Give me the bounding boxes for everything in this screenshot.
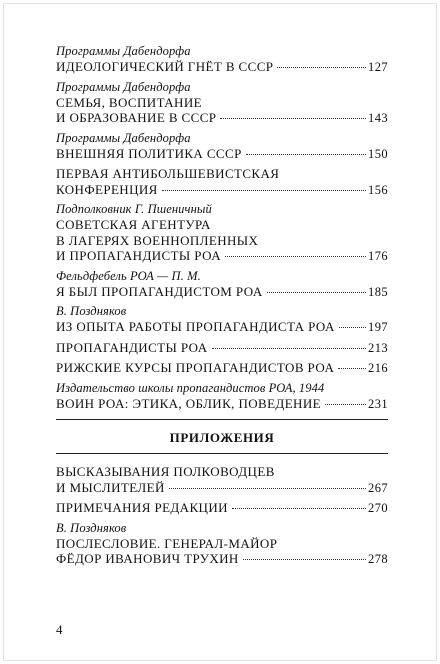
- toc-entry-title-line: [56, 480, 388, 497]
- toc-entry-title-line: [56, 110, 388, 127]
- dot-leader: [169, 487, 366, 489]
- toc-entry-title-line: [56, 95, 388, 111]
- toc-entry-page: 150: [368, 146, 388, 161]
- toc-entry-title: СОВЕТСКАЯ АГЕНТУРА: [56, 217, 211, 232]
- toc-entry-page: 267: [368, 480, 388, 495]
- toc-entry: [56, 166, 388, 198]
- toc-entry: [56, 131, 388, 163]
- toc-entry-title: И МЫСЛИТЕЛЕЙ: [56, 479, 165, 495]
- toc-entry-author: В. Поздняков: [56, 304, 127, 318]
- section-title: ПРИЛОЖЕНИЯ: [169, 430, 275, 445]
- dot-leader: [267, 291, 366, 293]
- toc-entry-page: 185: [368, 284, 388, 299]
- toc-entry-title-line: [56, 536, 388, 552]
- toc-entry: [56, 202, 388, 265]
- toc-entry-title-line: [56, 396, 388, 413]
- toc-entry: [56, 269, 388, 301]
- toc-entry-page: 197: [368, 320, 388, 334]
- section-divider: [56, 419, 388, 420]
- toc-entry-title-line: [56, 551, 388, 568]
- toc-entry-page: 231: [368, 396, 388, 411]
- toc-entry-title: ФЁДОР ИВАНОВИЧ ТРУХИН: [56, 551, 239, 566]
- toc-entry-title: ИДЕОЛОГИЧЕСКИЙ ГНЁТ В СССР: [56, 59, 274, 74]
- toc-entry: [56, 381, 388, 413]
- toc-entry-page: 143: [368, 111, 388, 125]
- table-of-contents: [56, 44, 388, 572]
- dot-leader: [277, 66, 366, 68]
- toc-entry-title: КОНФЕРЕНЦИЯ: [56, 181, 158, 197]
- toc-entry-title-line: [56, 217, 388, 233]
- toc-entry-title: Я БЫЛ ПРОПАГАНДИСТОМ РОА: [56, 283, 263, 299]
- dot-leader: [243, 558, 366, 560]
- dot-leader: [325, 403, 366, 405]
- toc-entry-page: 127: [368, 60, 388, 74]
- toc-entry-title: ВОИН РОА: ЭТИКА, ОБЛИК, ПОВЕДЕНИЕ: [56, 395, 321, 411]
- toc-entry-title: РИЖСКИЕ КУРСЫ ПРОПАГАНДИСТОВ РОА: [56, 360, 335, 375]
- toc-entry-page: 176: [368, 249, 388, 263]
- toc-entry: [56, 500, 388, 517]
- toc-entry-page: 156: [368, 182, 388, 197]
- toc-entry-title-line: [56, 233, 388, 249]
- toc-entry-title-line: [56, 182, 388, 199]
- toc-entry: [56, 521, 388, 568]
- toc-entry-title-line: [56, 319, 388, 336]
- toc-entry-author: В. Поздняков: [56, 520, 127, 535]
- toc-entry-title: И ПРОПАГАНДИСТЫ РОА: [56, 248, 222, 263]
- toc-entry-author: Издательство школы пропагандистов РОА, 1944: [56, 380, 325, 395]
- toc-entry-title-line: [56, 464, 388, 480]
- toc-entry: [56, 80, 388, 127]
- toc-entry-title-line: [56, 340, 388, 357]
- toc-entry-title-line: [56, 360, 388, 377]
- toc-entry: [56, 464, 388, 496]
- toc-entry-title: СЕМЬЯ, ВОСПИТАНИЕ: [56, 94, 202, 110]
- dot-leader: [225, 255, 366, 257]
- dot-leader: [162, 189, 366, 191]
- toc-entry-title: ВЫСКАЗЫВАНИЯ ПОЛКОВОДЦЕВ: [56, 464, 275, 479]
- dot-leader: [220, 117, 366, 119]
- toc-entry-title-line: [56, 146, 388, 163]
- toc-entry-title-line: [56, 59, 388, 76]
- toc-entry-title: ВНЕШНЯЯ ПОЛИТИКА СССР: [56, 145, 242, 161]
- toc-entry-title: ПРИМЕЧАНИЯ РЕДАКЦИИ: [56, 500, 228, 515]
- dot-leader: [338, 367, 366, 369]
- toc-entry-title: ПЕРВАЯ АНТИБОЛЬШЕВИСТСКАЯ: [56, 166, 280, 181]
- page-number: 4: [56, 622, 63, 637]
- toc-entry-title-line: [56, 284, 388, 301]
- section-divider: [56, 453, 388, 454]
- toc-entry-title-line: [56, 166, 388, 182]
- toc-entry-title: ИЗ ОПЫТА РАБОТЫ ПРОПАГАНДИСТА РОА: [56, 319, 335, 334]
- dot-leader: [339, 326, 366, 328]
- toc-entry: [56, 360, 388, 377]
- toc-main-list: [56, 44, 388, 412]
- toc-entry: [56, 304, 388, 336]
- toc-entry-title: ПРОПАГАНДИСТЫ РОА: [56, 339, 208, 355]
- toc-entry-author: Программы Дабендорфа: [56, 44, 191, 58]
- dot-leader: [246, 153, 366, 155]
- toc-entry: [56, 44, 388, 76]
- toc-entry: [56, 340, 388, 357]
- toc-entry-author: Подполковник Г. Пшеничный: [56, 202, 212, 216]
- toc-entry-title: ПОСЛЕСЛОВИЕ. ГЕНЕРАЛ-МАЙОР: [56, 535, 278, 551]
- toc-entry-page: 216: [368, 361, 388, 375]
- toc-entry-author: Программы Дабендорфа: [56, 130, 191, 145]
- dot-leader: [232, 507, 366, 509]
- dot-leader: [212, 347, 366, 349]
- toc-entry-title-line: [56, 500, 388, 517]
- toc-entry-title: В ЛАГЕРЯХ ВОЕННОПЛЕННЫХ: [56, 232, 259, 248]
- toc-entry-page: 270: [368, 501, 388, 515]
- toc-appendix-list: [56, 464, 388, 568]
- toc-entry-title-line: [56, 248, 388, 265]
- toc-entry-page: 278: [368, 552, 388, 566]
- toc-entry-page: 213: [368, 340, 388, 355]
- toc-entry-author: Программы Дабендорфа: [56, 79, 191, 94]
- toc-entry-title: И ОБРАЗОВАНИЕ В СССР: [56, 110, 217, 125]
- toc-entry-author: Фельдфебель РОА — П. М.: [56, 268, 201, 283]
